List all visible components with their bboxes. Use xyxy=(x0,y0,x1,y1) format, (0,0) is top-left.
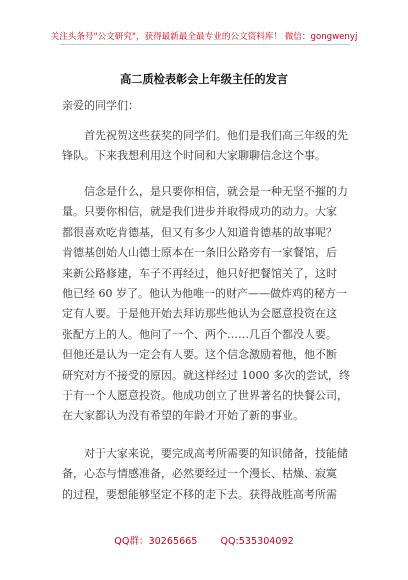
header-divider xyxy=(60,44,350,45)
paragraph-line: 首先祝贺这些获奖的同学们。他们是我们高三年级的先 xyxy=(84,129,348,142)
paragraph-1 xyxy=(62,126,348,167)
paragraph-line: 定有人要。于是他开始去拜访那些他认为会愿意投资在这 xyxy=(62,307,337,321)
paragraph-line: 张配方上的人。他问了一个、两个……几百个都没人要。 xyxy=(62,327,337,341)
header-banner: 关注头条号"公文研究"，获得最新最全最专业的公文资料库！ 微信：gongwenyj xyxy=(50,32,358,42)
paragraph-line: 锋队。下来我想利用这个时间和大家聊聊信念这个事。 xyxy=(62,149,326,163)
footer-qq-group: QQ群：30265665 xyxy=(114,536,198,547)
paragraph-2 xyxy=(62,182,348,427)
paragraph-line: 备，心态与情感准备，必然要经过一个漫长、枯燥、寂寞 xyxy=(62,467,337,481)
paragraph-3 xyxy=(62,444,348,505)
footer-contact xyxy=(0,533,408,547)
paragraph-line: 来新公路修建，车子不再经过，他只好把餐馆关了，这时 xyxy=(62,266,337,280)
paragraph-line: 肯德基创始人山德士原本在一条旧公路旁有一家餐馆，后 xyxy=(62,246,337,260)
salutation-text: 亲爱的同学们： xyxy=(62,99,139,112)
paragraph-line: 于有一个人愿意投资。他成功创立了世界著名的快餐公司， xyxy=(62,389,348,403)
footer-qq: QQ:535304092 xyxy=(220,536,294,547)
paragraph-line: 但他还是认为一定会有人要。这个信念激励着他，他不断 xyxy=(62,348,337,362)
paragraph-line: 的过程，要想能够坚定不移的走下去。获得战胜高考所需 xyxy=(62,487,337,501)
salutation xyxy=(62,96,348,116)
paragraph-line: 量。只要你相信，就是我们进步并取得成功的动力。大家 xyxy=(62,205,337,219)
paragraph-line: 对于大家来说，要完成高考所需要的知识储备，技能储 xyxy=(84,447,348,460)
document-title: 高二质检表彰会上年级主任的发言 xyxy=(120,72,288,86)
paragraph-line: 研究对方不接受的原因。就这样经过 1000 多次的尝试，终 xyxy=(62,368,350,382)
paragraph-line: 他已经 60 岁了。他认为他唯一的财产——做炸鸡的秘方一 xyxy=(62,287,347,301)
paragraph-line: 在大家都认为没有希望的年龄才开始了新的事业。 xyxy=(62,409,304,423)
paragraph-line: 都很喜欢吃肯德基，但又有多少人知道肯德基的故事呢？ xyxy=(62,225,337,239)
paragraph-line: 信念是什么，是只要你相信，就会是一种无坚不摧的力 xyxy=(84,185,348,198)
